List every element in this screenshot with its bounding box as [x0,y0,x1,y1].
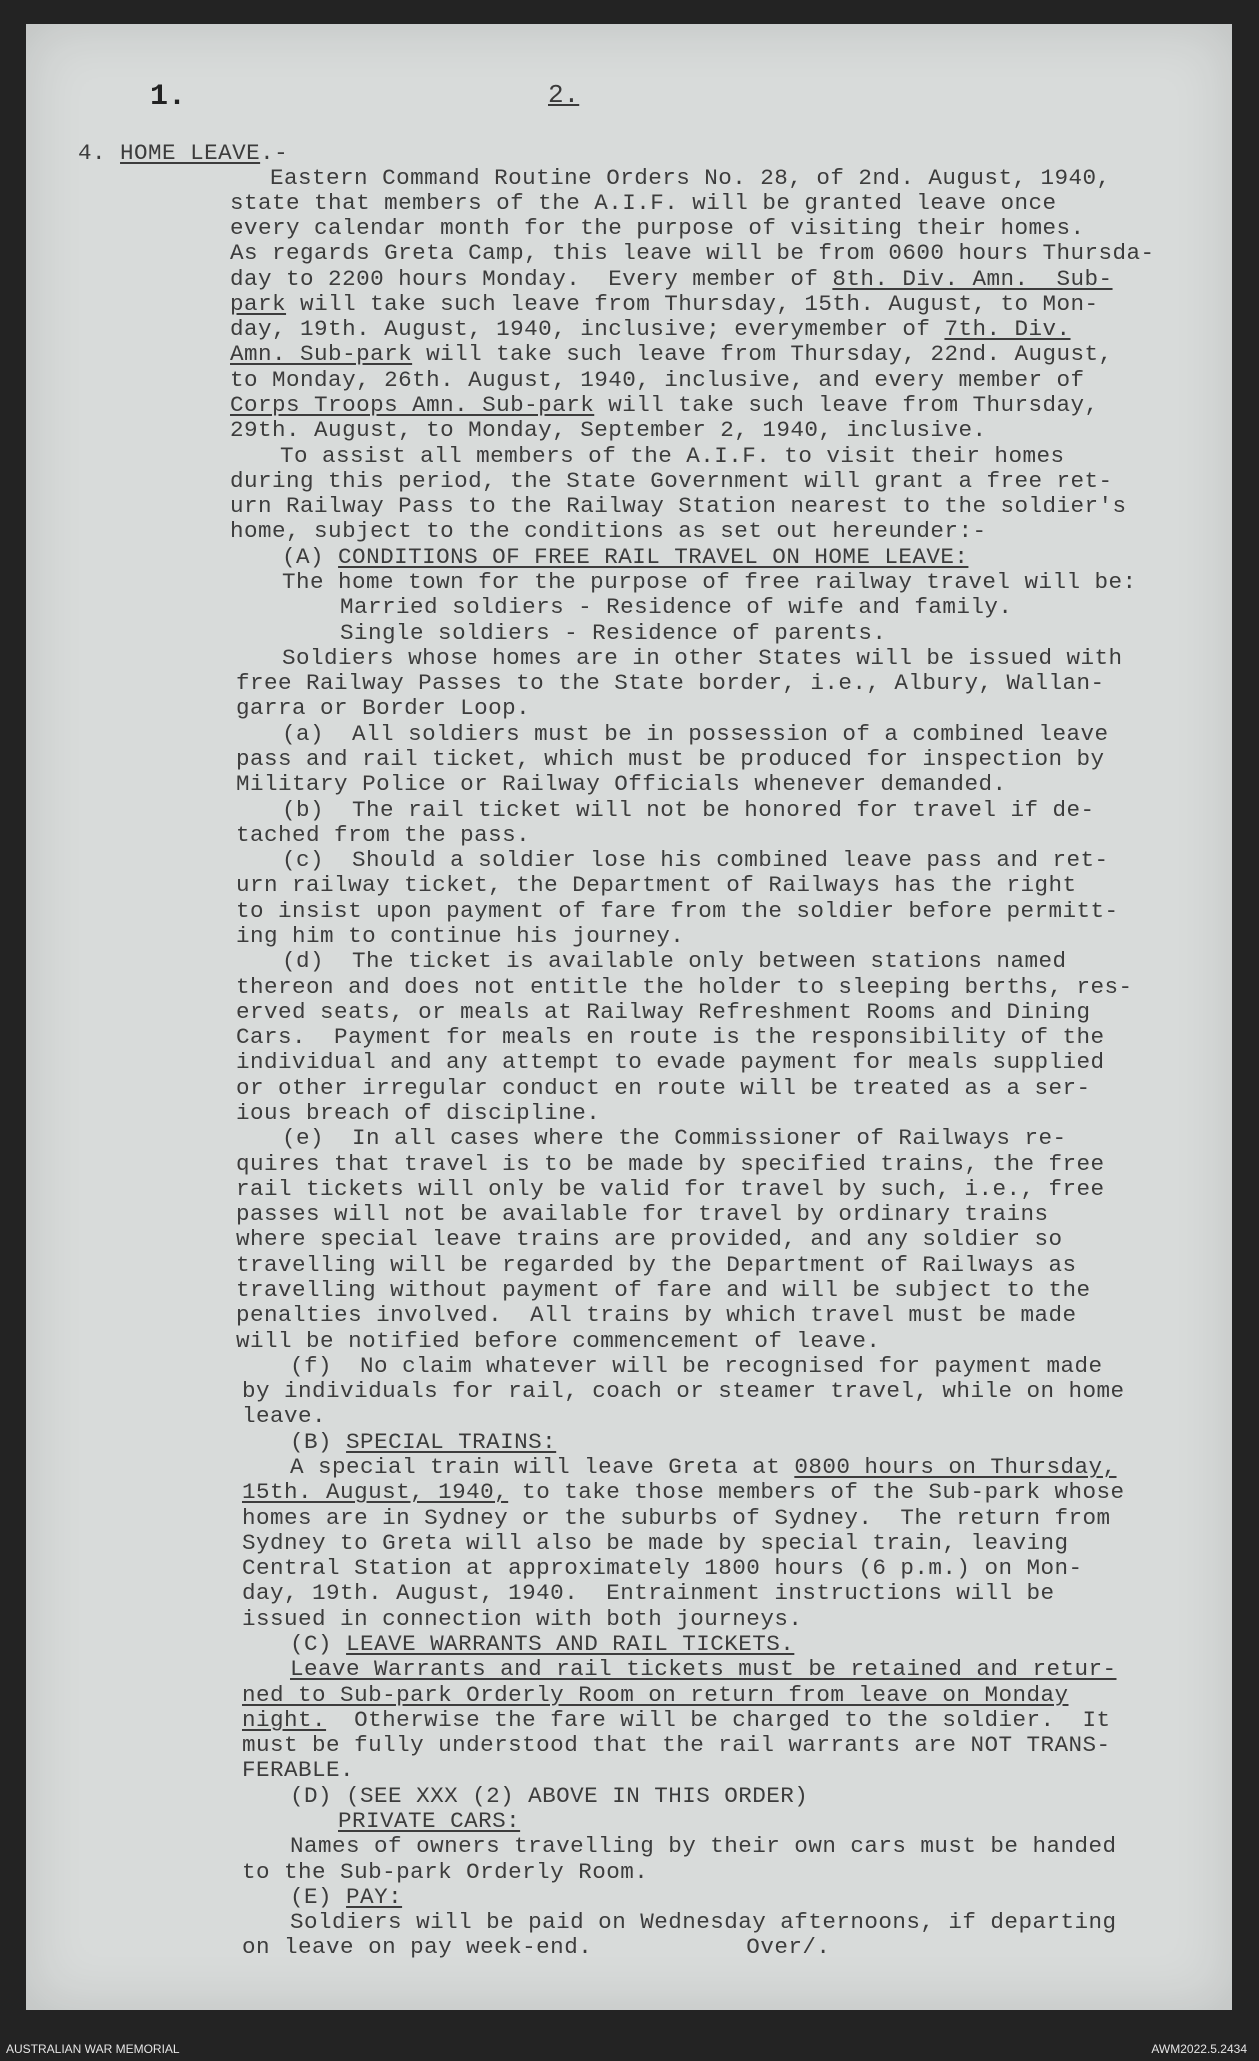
document-line [290,1656,1117,1682]
document-line: Military Police or Railway Officials whenever demanded. [236,771,1007,797]
page-number: 2. [548,80,580,110]
document-line: 4. HOME LEAVE.- [78,140,289,166]
document-line: by individuals for rail, coach or steamer travel, while on home [242,1378,1125,1404]
document-line: homes are in Sydney or the suburbs of Sydney. The return from [242,1505,1111,1531]
document-line: To assist all members of the A.I.F. to visit their homes [280,443,1065,469]
document-line: Names of owners travelling by their own cars must be handed [290,1833,1117,1859]
document-line: garra or Border Loop. [236,695,531,721]
document-line: (E) PAY: [290,1884,403,1910]
document-line: day, 19th. August, 1940, inclusive; everymember of 7th. Div. [230,316,1071,342]
margin-mark: 1. [150,80,187,114]
document-line: travelling without payment of fare and will be subject to the [236,1277,1091,1303]
document-line: Soldiers will be paid on Wednesday afternoons, if departing [290,1909,1117,1935]
document-line: leave. [242,1403,327,1429]
underlined-text: CONDITIONS OF FREE RAIL TRAVEL ON HOME LEAVE: [338,544,969,570]
underlined-text: LEAVE WARRANTS AND RAIL TICKETS. [346,1631,795,1657]
document-line: urn Railway Pass to the Railway Station nearest to the soldier's [230,493,1127,519]
document-line: issued in connection with both journeys. [242,1606,803,1632]
underlined-text: 8th. Div. Amn. Sub- [832,266,1113,292]
document-line: (a) All soldiers must be in possession of a combined leave [282,721,1109,747]
document-line: A special train will leave Greta at 0800 hours on Thursday, [290,1454,1117,1480]
document-line: state that members of the A.I.F. will be granted leave once [230,190,1057,216]
document-line: will be notified before commencement of leave. [236,1328,881,1354]
document-line: (e) In all cases where the Commissioner of Railways re- [282,1125,1067,1151]
document-line: Married soldiers - Residence of wife and family. [340,594,1013,620]
document-line: or other irregular conduct en route will be treated as a ser- [236,1075,1091,1101]
document-line: to Monday, 26th. August, 1940, inclusive, and every member of [230,367,1085,393]
document-line: rail tickets will only be valid for travel by such, i.e., free [236,1176,1105,1202]
document-line: must be fully understood that the rail warrants are NOT TRANS- [242,1732,1111,1758]
document-line: 29th. August, to Monday, September 2, 1940, inclusive. [230,417,987,443]
document-line: Soldiers whose homes are in other States will be issued with [282,645,1123,671]
document-line: (f) No claim whatever will be recognised for payment made [290,1353,1103,1379]
document-line: home, subject to the conditions as set out hereunder:- [230,518,987,544]
document-line: Corps Troops Amn. Sub-park will take such leave from Thursday, [230,392,1099,418]
document-line [338,1808,520,1834]
footer-credit: AUSTRALIAN WAR MEMORIAL [6,2042,180,2056]
document-line: individual and any attempt to evade payment for meals supplied [236,1049,1105,1075]
document-line: (B) SPECIAL TRAINS: [290,1429,557,1455]
document-line: travelling will be regarded by the Department of Railways as [236,1252,1077,1278]
document-line: Cars. Payment for meals en route is the responsibility of the [236,1024,1105,1050]
document-line: FERABLE. [242,1757,355,1783]
footer-reference: AWM2022.5.2434 [1151,2042,1247,2056]
document-line: As regards Greta Camp, this leave will be from 0600 hours Thursda- [230,240,1155,266]
document-line: Central Station at approximately 1800 hours (6 p.m.) on Mon- [242,1555,1083,1581]
document-line: to insist upon payment of fare from the soldier before permitt- [236,898,1119,924]
document-line: night. Otherwise the fare will be charged to the soldier. It [242,1707,1111,1733]
document-line: Sydney to Greta will also be made by special train, leaving [242,1530,1069,1556]
document-line: on leave on pay week-end. Over/. [242,1934,831,1960]
document-line: park will take such leave from Thursday, 15th. August, to Mon- [230,291,1099,317]
document-line: to the Sub-park Orderly Room. [242,1859,649,1885]
underlined-text: ned to Sub-park Orderly Room on return from leave on Monday [242,1682,1069,1708]
document-line: quires that travel is to be made by specified trains, the free [236,1151,1105,1177]
document-line: (d) The ticket is available only between stations named [282,948,1067,974]
document-line: penalties involved. All trains by which travel must be made [236,1302,1077,1328]
document-line: Single soldiers - Residence of parents. [340,620,887,646]
underlined-text: night. [242,1707,327,1733]
underlined-text: 7th. Div. [944,316,1071,342]
document-line: day to 2200 hours Monday. Every member of 8th. Div. Amn. Sub- [230,266,1113,292]
document-line: tached from the pass. [236,822,531,848]
document-line: (D) (SEE XXX (2) ABOVE IN THIS ORDER) [290,1783,809,1809]
underlined-text: park [230,291,287,317]
document-line: urn railway ticket, the Department of Railways has the right [236,872,1077,898]
document-line: day, 19th. August, 1940. Entrainment instructions will be [242,1580,1055,1606]
document-line: during this period, the State Government will grant a free ret- [230,468,1113,494]
document-line: erved seats, or meals at Railway Refreshment Rooms and Dining [236,999,1091,1025]
document-line: ing him to continue his journey. [236,923,685,949]
document-line: 15th. August, 1940, to take those members of the Sub-park whose [242,1479,1125,1505]
document-line: Amn. Sub-park will take such leave from Thursday, 22nd. August, [230,341,1113,367]
underlined-text: Amn. Sub-park [230,341,413,367]
document-line: Eastern Command Routine Orders No. 28, of 2nd. August, 1940, [270,165,1111,191]
underlined-text: 0800 hours on Thursday, [794,1454,1117,1480]
document-line: free Railway Passes to the State border, i.e., Albury, Wallan- [236,670,1105,696]
document-line: (c) Should a soldier lose his combined leave pass and ret- [282,847,1109,873]
document-line: ious breach of discipline. [236,1100,601,1126]
document-line: where special leave trains are provided, and any soldier so [236,1226,1063,1252]
underlined-text: Corps Troops Amn. Sub-park [230,392,595,418]
underlined-text: SPECIAL TRAINS: [346,1429,557,1455]
document-line: thereon and does not entitle the holder to sleeping berths, res- [236,974,1133,1000]
underlined-text: PRIVATE CARS: [338,1808,521,1834]
underlined-text: Leave Warrants and rail tickets must be retained and retur- [290,1656,1117,1682]
underlined-text: 15th. August, 1940, [242,1479,509,1505]
document-line: pass and rail ticket, which must be produced for inspection by [236,746,1105,772]
document-line [242,1682,1069,1708]
document-line: passes will not be available for travel by ordinary trains [236,1201,1049,1227]
underlined-text: PAY: [346,1884,403,1910]
document-line: (C) LEAVE WARRANTS AND RAIL TICKETS. [290,1631,795,1657]
document-line: every calendar month for the purpose of visiting their homes. [230,215,1085,241]
document-line: The home town for the purpose of free railway travel will be: [282,569,1137,595]
underlined-text: HOME LEAVE [120,140,261,166]
document-line: (A) CONDITIONS OF FREE RAIL TRAVEL ON HOME LEAVE: [282,544,969,570]
document-line: (b) The rail ticket will not be honored for travel if de- [282,797,1095,823]
